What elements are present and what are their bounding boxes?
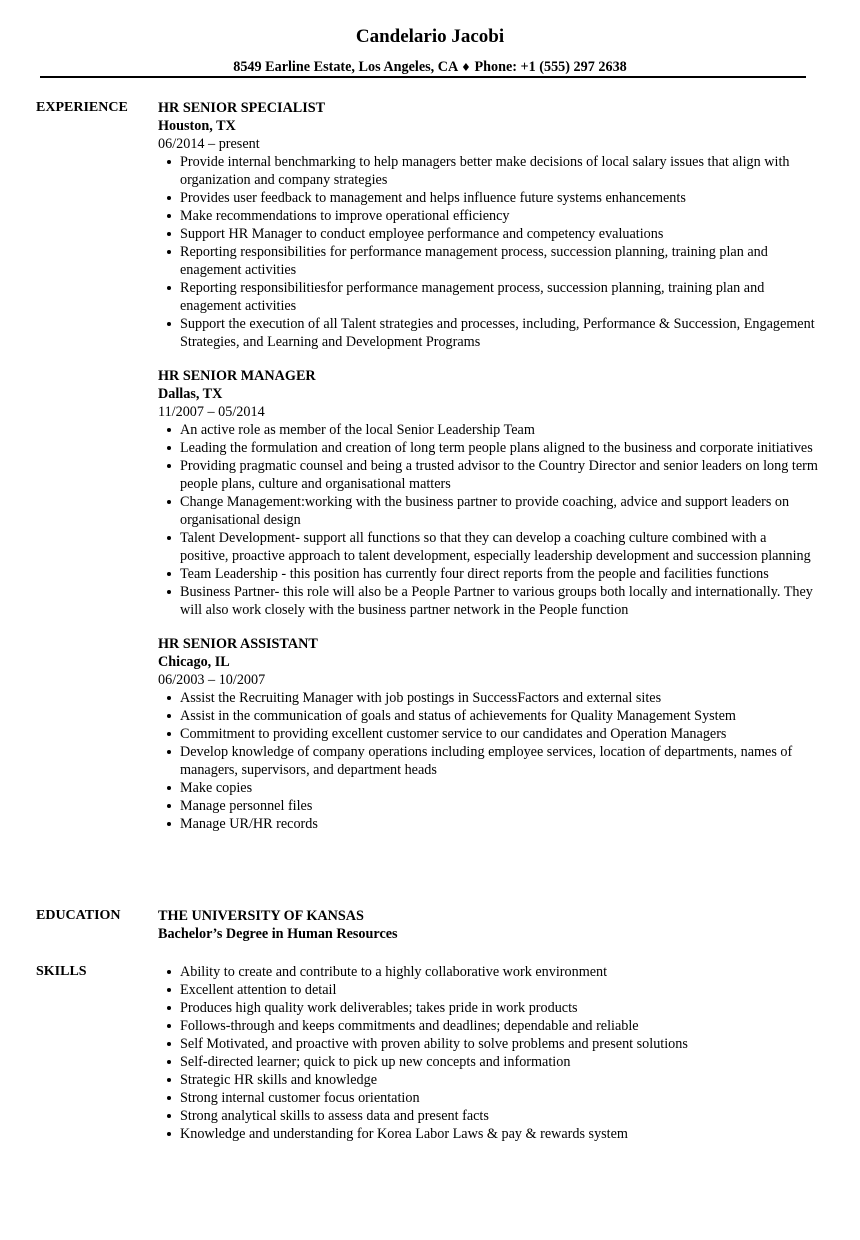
- list-item: Strong internal customer focus orientation: [158, 1089, 818, 1107]
- list-item: Assist the Recruiting Manager with job postings in SuccessFactors and external sites: [158, 689, 818, 707]
- list-item: Providing pragmatic counsel and being a trusted advisor to the Country Director and senior leaders on long term people plans, culture and organisational matters: [158, 457, 818, 493]
- list-item: Provide internal benchmarking to help managers better make decisions of local salary issues that align with organization and company strategies: [158, 153, 818, 189]
- address: 8549 Earline Estate, Los Angeles, CA: [233, 59, 458, 75]
- list-item: Ability to create and contribute to a highly collaborative work environment: [158, 963, 818, 981]
- section-label-education: EDUCATION: [36, 908, 121, 923]
- list-item: Leading the formulation and creation of long term people plans aligned to the business and corporate initiatives: [158, 439, 818, 457]
- job-dates: 11/2007 – 05/2014: [158, 404, 265, 420]
- job-bullets: [158, 421, 818, 619]
- job-title: HR SENIOR SPECIALIST: [158, 100, 326, 116]
- list-item: Follows-through and keeps commitments and deadlines; dependable and reliable: [158, 1017, 818, 1035]
- job-location: Dallas, TX: [158, 386, 223, 402]
- list-item: Assist in the communication of goals and status of achievements for Quality Management System: [158, 707, 818, 725]
- list-item: Reporting responsibilitiesfor performance management process, succession planning, training plan and enagement activities: [158, 279, 818, 315]
- header-divider: [40, 76, 806, 78]
- list-item: Commitment to providing excellent customer service to our candidates and Operation Managers: [158, 725, 818, 743]
- resume-header: [0, 25, 860, 77]
- list-item: Strategic HR skills and knowledge: [158, 1071, 818, 1089]
- job-bullets: [158, 689, 818, 833]
- list-item: Knowledge and understanding for Korea Labor Laws & pay & rewards system: [158, 1125, 818, 1143]
- list-item: Provides user feedback to management and helps influence future systems enhancements: [158, 189, 818, 207]
- diamond-separator-icon: ♦: [461, 61, 471, 74]
- list-item: An active role as member of the local Senior Leadership Team: [158, 421, 818, 439]
- section-label-skills: SKILLS: [36, 964, 87, 979]
- list-item: Excellent attention to detail: [158, 981, 818, 999]
- job-location: Houston, TX: [158, 118, 236, 134]
- list-item: Self-directed learner; quick to pick up new concepts and information: [158, 1053, 818, 1071]
- job-dates: 06/2003 – 10/2007: [158, 672, 266, 688]
- list-item: Change Management:working with the business partner to provide coaching, advice and support leaders on organisational design: [158, 493, 818, 529]
- skills-list: [158, 963, 818, 1143]
- job-entry: [158, 99, 818, 351]
- candidate-name: Candelario Jacobi: [355, 26, 505, 47]
- list-item: Manage UR/HR records: [158, 815, 818, 833]
- job-entry: [158, 635, 818, 833]
- list-item: Support HR Manager to conduct employee performance and competency evaluations: [158, 225, 818, 243]
- section-label-experience: EXPERIENCE: [36, 100, 128, 115]
- degree: Bachelor’s Degree in Human Resources: [158, 926, 398, 942]
- job-dates: 06/2014 – present: [158, 136, 260, 152]
- school-name: THE UNIVERSITY OF KANSAS: [158, 908, 364, 924]
- list-item: Business Partner- this role will also be a People Partner to various groups both locally and internationally. They will also work closely with the business partner network in the People function: [158, 583, 818, 619]
- list-item: Support the execution of all Talent strategies and processes, including, Performance & Succession, Engagement Strategies, and Learning and Development Programs: [158, 315, 818, 351]
- list-item: Develop knowledge of company operations including employee services, location of departments, names of managers, supervisors, and department heads: [158, 743, 818, 779]
- list-item: Team Leadership - this position has currently four direct reports from the people and facilities functions: [158, 565, 818, 583]
- list-item: Make recommendations to improve operational efficiency: [158, 207, 818, 225]
- job-bullets: [158, 153, 818, 351]
- contact-line: [0, 58, 860, 77]
- list-item: Make copies: [158, 779, 818, 797]
- list-item: Self Motivated, and proactive with proven ability to solve problems and present solutions: [158, 1035, 818, 1053]
- education-body: [158, 907, 818, 943]
- list-item: Reporting responsibilities for performance management process, succession planning, training plan and enagement activities: [158, 243, 818, 279]
- job-title: HR SENIOR MANAGER: [158, 368, 316, 384]
- list-item: Produces high quality work deliverables; takes pride in work products: [158, 999, 818, 1017]
- list-item: Talent Development- support all functions so that they can develop a coaching culture combined with a positive, proactive approach to talent development, especially leadership development and succession planning: [158, 529, 818, 565]
- job-location: Chicago, IL: [158, 654, 230, 670]
- skills-body: [158, 963, 818, 1143]
- job-title: HR SENIOR ASSISTANT: [158, 636, 318, 652]
- experience-body: [158, 99, 818, 833]
- job-entry: [158, 367, 818, 619]
- list-item: Strong analytical skills to assess data and present facts: [158, 1107, 818, 1125]
- phone: Phone: +1 (555) 297 2638: [474, 59, 627, 75]
- list-item: Manage personnel files: [158, 797, 818, 815]
